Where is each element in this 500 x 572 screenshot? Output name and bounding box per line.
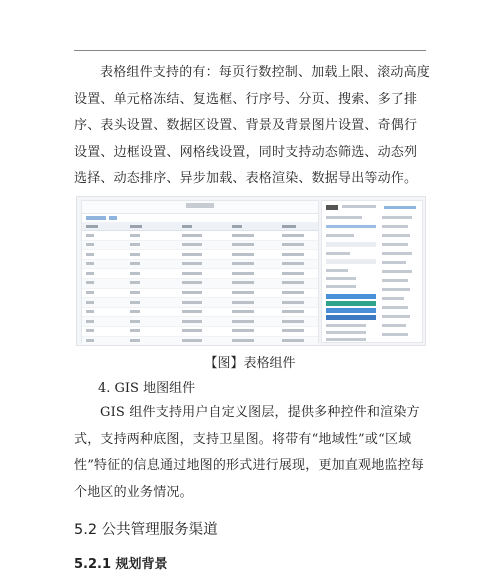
table-component-figure: [76, 196, 426, 346]
table-header-row: [82, 222, 318, 231]
table-preview: [81, 200, 319, 343]
table-row: [82, 289, 318, 299]
table-row: [82, 337, 318, 346]
table-row: [82, 308, 318, 318]
table-row: [82, 250, 318, 260]
settings-panel: [321, 200, 423, 343]
table-row: [82, 298, 318, 308]
table-row: [82, 317, 318, 327]
paragraph-table-component: 表格组件支持的有：每页行数控制、加载上限、滚动高度设置、单元格冻结、复选框、行序号、分页、搜索、多了排序、表头设置、数据区设置、背景及背景图片设置、奇偶行设置、边框设置、网格线设置，同时支持动态筛选、动态列选择、动态排序、异步加载、表格渲染、数据导出等动作。: [74, 65, 431, 186]
table-row: [82, 260, 318, 270]
subsection-heading: 5.2.1 规划背景: [74, 557, 168, 572]
table-toolbar: [82, 214, 318, 222]
table-row: [82, 269, 318, 279]
table-row: [82, 279, 318, 289]
header-rule: [74, 50, 426, 51]
section-heading: 5.2 公共管理服务渠道: [74, 522, 218, 538]
figure-caption: 【图】表格组件: [204, 356, 296, 371]
table-row: [82, 231, 318, 241]
table-title-bar: [82, 201, 318, 214]
table-row: [82, 327, 318, 337]
gis-heading: 4. GIS 地图组件: [98, 381, 196, 396]
table-rows: [82, 231, 318, 346]
table-row: [82, 241, 318, 251]
paragraph-gis-component: GIS 组件支持用户自定义图层，提供多种控件和渲染方式，支持两种底图，支持卫星图。将带有“地域性”或“区域性”特征的信息通过地图的形式进行展现，更加直观地监控每个地区的业务情况。: [74, 405, 425, 500]
